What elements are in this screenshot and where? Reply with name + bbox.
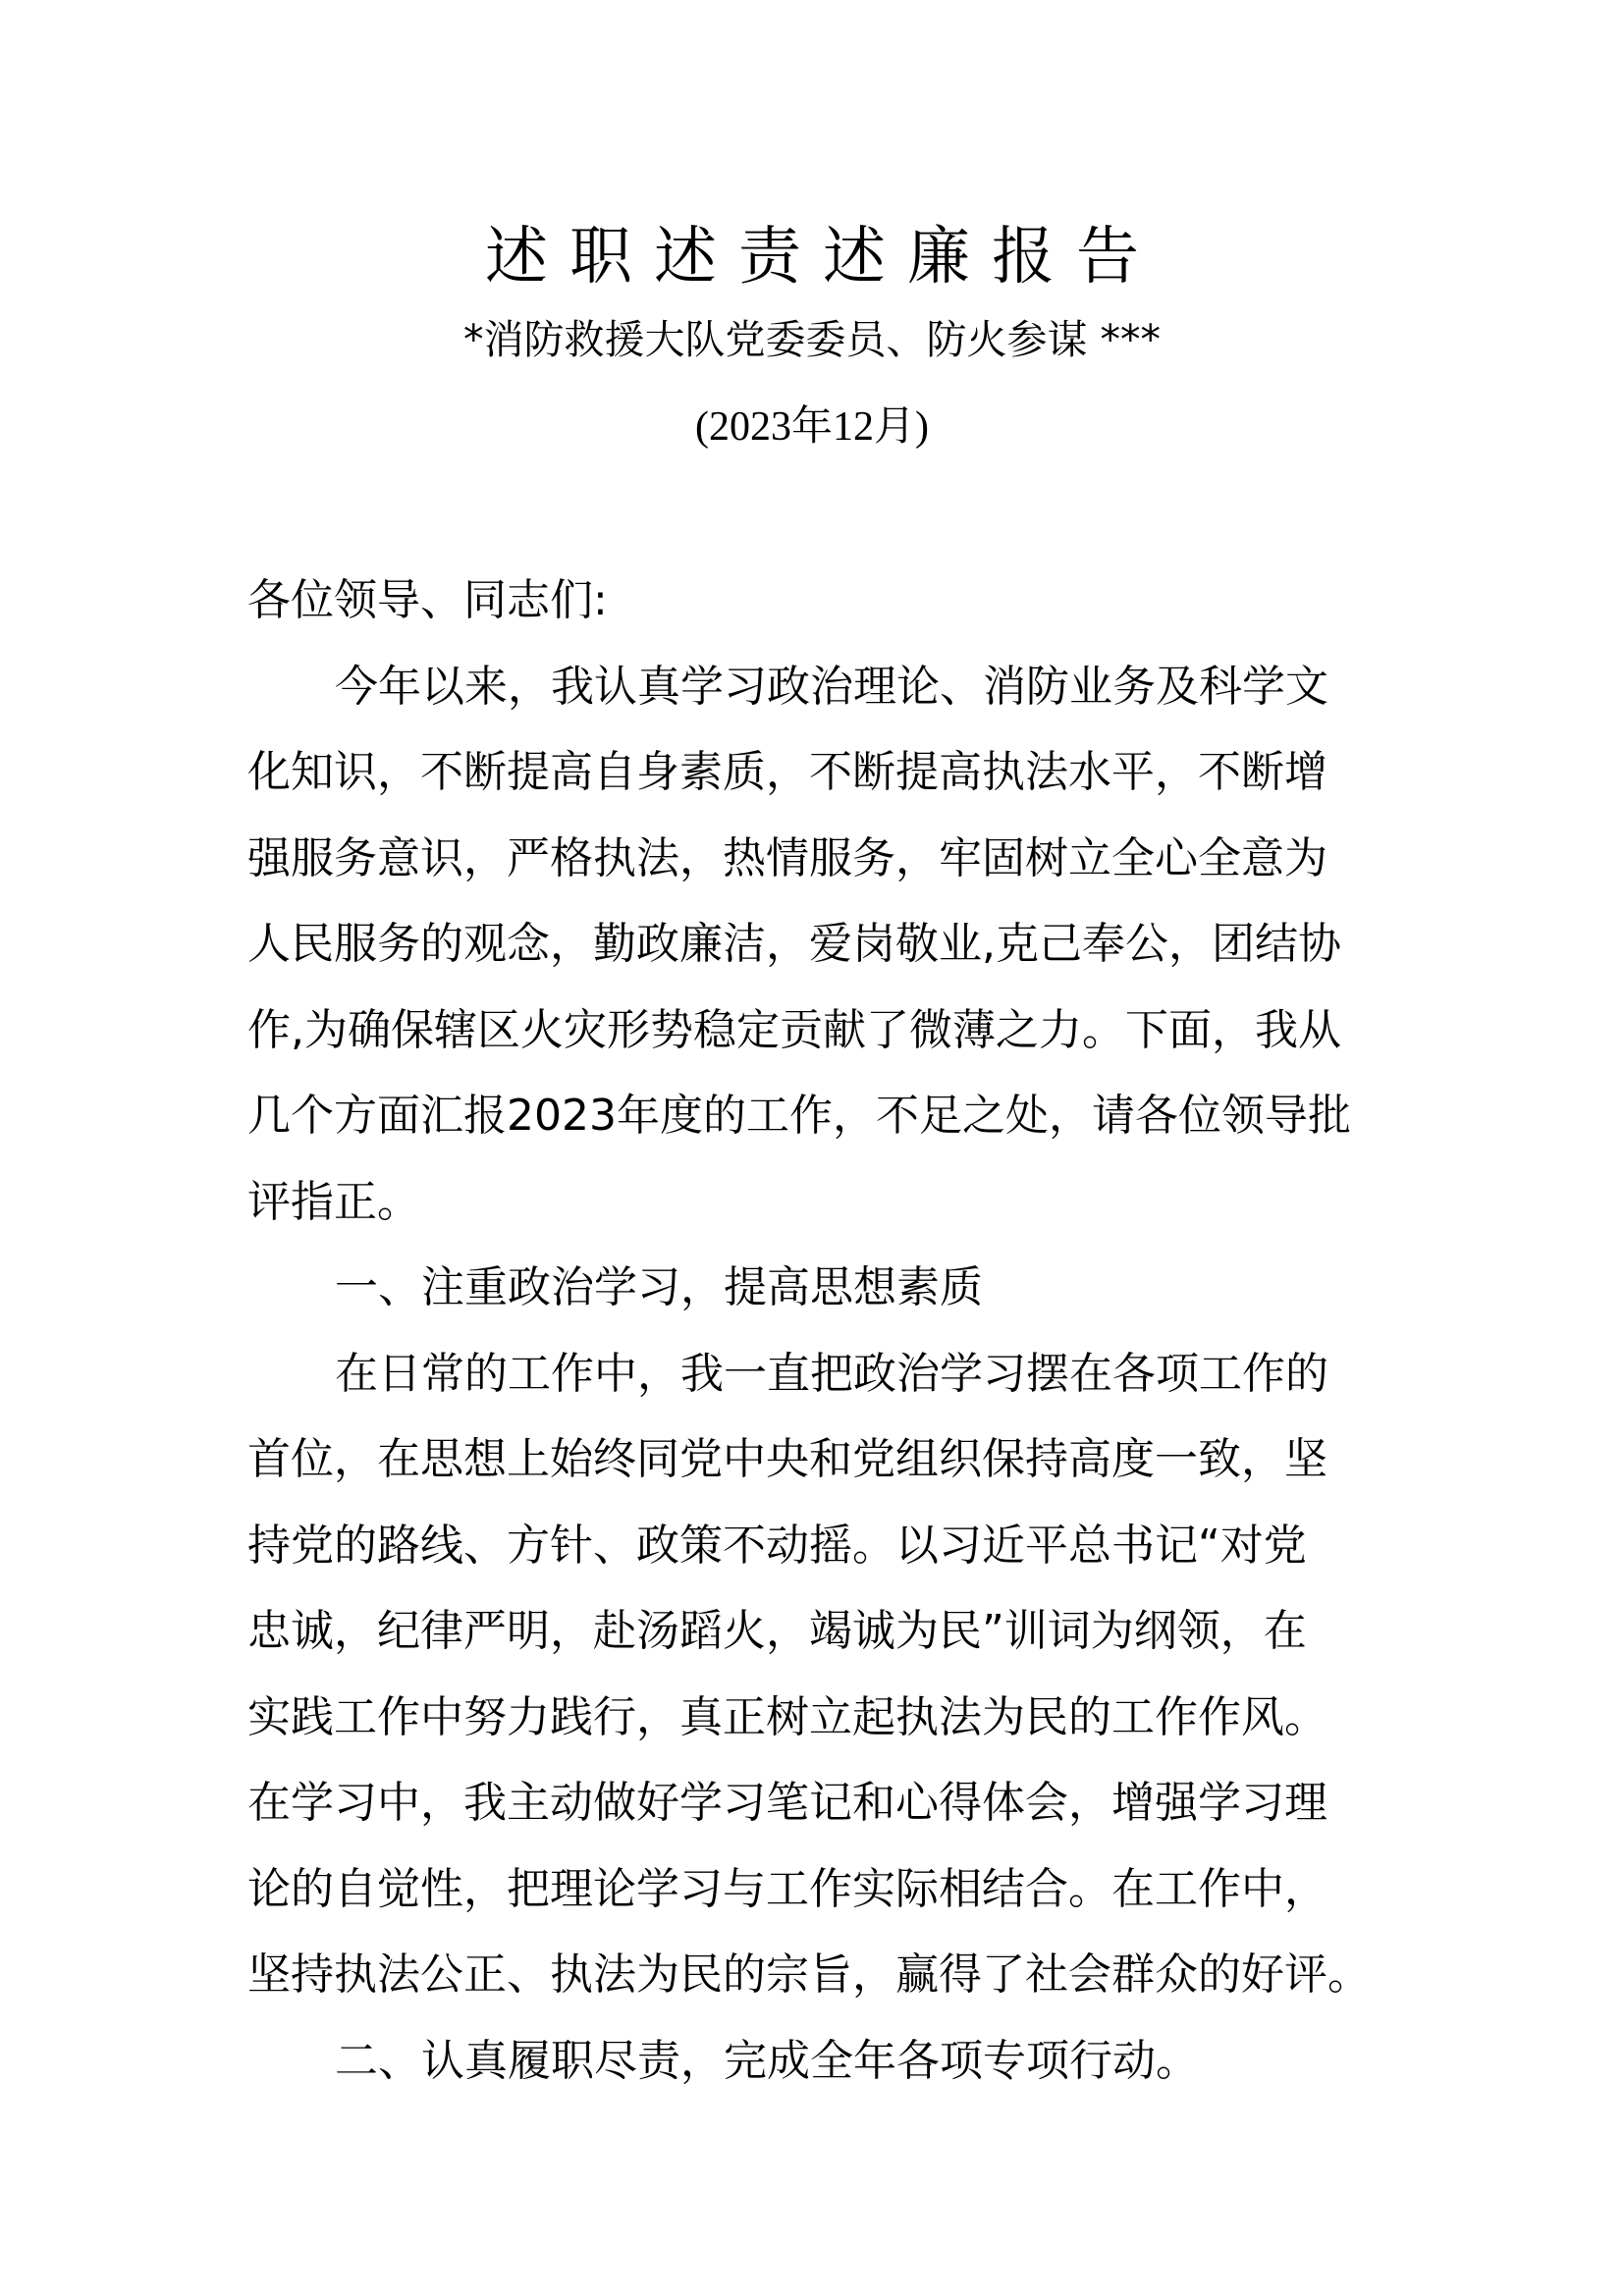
author-line: *消防救援大队党委委员、防火参谋 ***	[462, 316, 1162, 363]
paragraph-line: 论的自觉性，把理论学习与工作实际相结合。在工作中，	[247, 1863, 1327, 1914]
document-title: 述职述责述廉报告	[485, 221, 1161, 294]
report-date: (2023年12月)	[695, 404, 929, 450]
paragraph-line: 坚持执法公正、执法为民的宗旨，赢得了社会群众的好评。	[247, 1949, 1371, 2000]
paragraph-line: 几个方面汇报2023年度的工作，不足之处，请各位领导批	[247, 1091, 1351, 1141]
paragraph-line: 作,为确保辖区火灾形势稳定贡献了微薄之力。下面，我从	[247, 1004, 1341, 1055]
section-heading: 二、认真履职尽责，完成全年各项专项行动。	[335, 2035, 1199, 2086]
paragraph-line: 在日常的工作中，我一直把政治学习摆在各项工作的	[335, 1348, 1328, 1399]
paragraph-line: 强服务意识，严格执法，热情服务，牢固树立全心全意为	[247, 832, 1327, 883]
report-body	[247, 558, 1396, 2104]
paragraph-line: 在学习中，我主动做好学习笔记和心得体会，增强学习理	[247, 1778, 1327, 1828]
paragraph-line: 今年以来，我认真学习政治理论、消防业务及科学文	[335, 661, 1328, 712]
paragraph-line: 忠诚，纪律严明，赴汤蹈火，竭诚为民”训词为纲领，在	[247, 1606, 1307, 1656]
paragraph-line: 持党的路线、方针、政策不动摇。以习近平总书记“对党	[247, 1520, 1307, 1571]
section-heading: 一、注重政治学习，提高思想素质	[335, 1262, 983, 1312]
paragraph-line: 化知识，不断提高自身素质，不断提高执法水平，不断增	[247, 747, 1327, 797]
salutation: 各位领导、同志们:	[247, 575, 608, 625]
paragraph-line: 评指正。	[247, 1176, 420, 1227]
paragraph-line: 首位，在思想上始终同党中央和党组织保持高度一致，坚	[247, 1434, 1327, 1484]
paragraph-line: 人民服务的观念，勤政廉洁，爱岗敬业,克己奉公，团结协	[247, 919, 1341, 969]
paragraph-line: 实践工作中努力践行，真正树立起执法为民的工作作风。	[247, 1691, 1327, 1742]
